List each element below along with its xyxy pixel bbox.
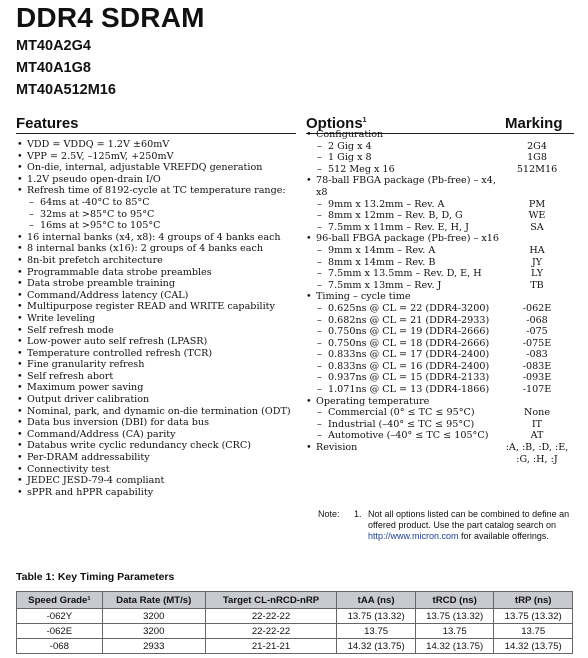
- features-rule: [16, 133, 296, 134]
- option-row: [306, 361, 574, 373]
- feature-item: • Fine granularity refresh: [16, 359, 298, 371]
- option-marking: None: [523, 407, 551, 419]
- table-cell: 13.75: [494, 624, 573, 639]
- option-label: – 0.682ns @ CL = 21 (DDR4-2933): [306, 315, 500, 327]
- option-row: [306, 338, 574, 350]
- part-number: MT40A512M16: [16, 82, 116, 98]
- note-text: [368, 509, 576, 542]
- option-label: – 1.071ns @ CL = 13 (DDR4-1866): [306, 384, 500, 396]
- option-marking: -083: [526, 349, 548, 361]
- option-row: [306, 268, 574, 280]
- option-label: – 7.5mm x 13.5mm – Rev. D, E, H: [306, 268, 500, 280]
- option-row: [306, 129, 574, 141]
- table-cell: -068: [17, 639, 103, 654]
- feature-item: • sPPR and hPPR capability: [16, 487, 298, 499]
- option-label: • Timing – cycle time: [306, 291, 500, 303]
- option-marking: -107E: [522, 384, 552, 396]
- table-cell: 13.75 (13.32): [337, 609, 416, 624]
- table-cell: 3200: [102, 624, 205, 639]
- option-marking: IT: [531, 418, 543, 430]
- option-marking: TB: [530, 279, 544, 291]
- option-label: – 512 Meg x 16: [306, 164, 500, 176]
- option-row: [306, 257, 574, 269]
- table-cell: 14.32 (13.75): [415, 639, 494, 654]
- option-row: [306, 175, 574, 198]
- feature-item: • Databus write cyclic redundancy check (CRC): [16, 440, 298, 452]
- table-header-cell: tRCD (ns): [415, 592, 494, 609]
- feature-item: • Temperature controlled refresh (TCR): [16, 348, 298, 360]
- option-row: [306, 245, 574, 257]
- option-marking: -062E: [522, 302, 552, 314]
- feature-item: • Maximum power saving: [16, 382, 298, 394]
- option-marking: :A, :B, :D, :E, :G, :H, :J: [505, 442, 569, 465]
- option-row: [306, 141, 574, 153]
- option-label: – 0.750ns @ CL = 18 (DDR4-2666): [306, 338, 500, 350]
- option-label: • Configuration: [306, 129, 500, 141]
- option-label: – 7.5mm x 11mm – Rev. E, H, J: [306, 222, 500, 234]
- table-cell: 13.75 (13.32): [415, 609, 494, 624]
- table-header-cell: tAA (ns): [337, 592, 416, 609]
- option-marking: [500, 233, 574, 245]
- feature-item: • Command/Address latency (CAL): [16, 290, 298, 302]
- option-label: – Commercial (0° ≤ TC ≤ 95°C): [306, 407, 500, 419]
- feature-item: • Programmable data strobe preambles: [16, 267, 298, 279]
- option-row: [306, 152, 574, 164]
- feature-item: • Self refresh abort: [16, 371, 298, 383]
- option-label: – 0.750ns @ CL = 19 (DDR4-2666): [306, 326, 500, 338]
- option-marking: JY: [531, 256, 543, 268]
- option-row: [306, 384, 574, 396]
- option-row: [306, 280, 574, 292]
- table-cell: 14.32 (13.75): [337, 639, 416, 654]
- part-number: MT40A2G4: [16, 38, 91, 54]
- option-label: – 0.833ns @ CL = 17 (DDR4-2400): [306, 349, 500, 361]
- feature-item: • 1.2V pseudo open-drain I/O: [16, 174, 298, 186]
- option-row: [306, 442, 574, 465]
- options-heading-text: Options: [306, 115, 363, 132]
- option-row: [306, 349, 574, 361]
- feature-item: • JEDEC JESD-79-4 compliant: [16, 475, 298, 487]
- option-row: [306, 326, 574, 338]
- note-label: Note:: [318, 509, 340, 519]
- option-label: – Industrial (–40° ≤ TC ≤ 95°C): [306, 419, 500, 431]
- option-marking: 1G8: [527, 152, 547, 164]
- option-label: – 9mm x 13.2mm – Rev. A: [306, 199, 500, 211]
- table-cell: -062E: [17, 624, 103, 639]
- note-link[interactable]: http://www.micron.com: [368, 531, 459, 541]
- marking-heading: Marking: [505, 115, 563, 132]
- feature-item: • On-die, internal, adjustable VREFDQ generation: [16, 162, 298, 174]
- table-cell: 2933: [102, 639, 205, 654]
- table-row: [17, 624, 573, 639]
- features-heading: Features: [16, 115, 79, 132]
- table-row: [17, 639, 573, 654]
- feature-item: • Self refresh mode: [16, 325, 298, 337]
- option-marking: SA: [530, 221, 544, 233]
- option-marking: [500, 396, 574, 408]
- option-marking: [500, 129, 574, 141]
- option-marking: AT: [530, 430, 544, 442]
- feature-subitem: – 64ms at -40°C to 85°C: [16, 197, 298, 209]
- option-label: • 96-ball FBGA package (Pb-free) – x16: [306, 233, 500, 245]
- table-header-cell: Data Rate (MT/s): [102, 592, 205, 609]
- option-row: [306, 315, 574, 327]
- table-cell: 14.32 (13.75): [494, 639, 573, 654]
- feature-item: • Multipurpose register READ and WRITE capability: [16, 301, 298, 313]
- table-cell: -062Y: [17, 609, 103, 624]
- option-label: – 0.625ns @ CL = 22 (DDR4-3200): [306, 303, 500, 315]
- feature-item: • Nominal, park, and dynamic on-die termination (ODT): [16, 406, 298, 418]
- table-cell: 13.75 (13.32): [494, 609, 573, 624]
- feature-item: • Output driver calibration: [16, 394, 298, 406]
- option-row: [306, 372, 574, 384]
- option-row: [306, 303, 574, 315]
- note-text-end: for available offerings.: [458, 531, 549, 541]
- option-marking: PM: [528, 198, 546, 210]
- option-row: [306, 164, 574, 176]
- option-row: [306, 199, 574, 211]
- option-row: [306, 233, 574, 245]
- option-label: • Revision: [306, 442, 500, 465]
- table-cell: 13.75: [337, 624, 416, 639]
- option-marking: -075E: [522, 337, 552, 349]
- option-marking: [500, 291, 574, 303]
- option-label: • Operating temperature: [306, 396, 500, 408]
- note-text-start: Not all options listed can be combined to define an offered product. Use the part catalog search on: [368, 509, 570, 530]
- option-row: [306, 430, 574, 442]
- option-row: [306, 210, 574, 222]
- options-heading-sup: 1: [362, 117, 367, 124]
- table-header-cell: tRP (ns): [494, 592, 573, 609]
- option-label: – 7.5mm x 13mm – Rev. J: [306, 280, 500, 292]
- features-list: [16, 139, 298, 498]
- option-marking: -083E: [522, 360, 552, 372]
- feature-item: • Data strobe preamble training: [16, 278, 298, 290]
- option-label: – 1 Gig x 8: [306, 152, 500, 164]
- feature-item: • 8 internal banks (x16): 2 groups of 4 banks each: [16, 243, 298, 255]
- feature-item: • 16 internal banks (x4, x8): 4 groups of 4 banks each: [16, 232, 298, 244]
- table-header-cell: Target CL-nRCD-nRP: [205, 592, 337, 609]
- timing-table: [16, 591, 573, 654]
- feature-item: • 8n-bit prefetch architecture: [16, 255, 298, 267]
- table-cell: 22-22-22: [205, 624, 337, 639]
- table-cell: 3200: [102, 609, 205, 624]
- option-marking: HA: [529, 244, 545, 256]
- option-marking: -093E: [522, 372, 552, 384]
- note-number: 1.: [354, 509, 362, 519]
- option-label: – 9mm x 14mm – Rev. A: [306, 245, 500, 257]
- option-label: – Automotive (–40° ≤ TC ≤ 105°C): [306, 430, 500, 442]
- table-cell: 13.75: [415, 624, 494, 639]
- feature-item: • Command/Address (CA) parity: [16, 429, 298, 441]
- table-header-row: [17, 592, 573, 609]
- feature-subitem: – 32ms at >85°C to 95°C: [16, 209, 298, 221]
- option-label: – 8mm x 12mm – Rev. B, D, G: [306, 210, 500, 222]
- part-number: MT40A1G8: [16, 60, 91, 76]
- feature-subitem: – 16ms at >95°C to 105°C: [16, 220, 298, 232]
- option-row: [306, 222, 574, 234]
- option-marking: [500, 175, 574, 198]
- feature-item: • Data bus inversion (DBI) for data bus: [16, 417, 298, 429]
- feature-item: • Low-power auto self refresh (LPASR): [16, 336, 298, 348]
- option-label: – 0.833ns @ CL = 16 (DDR4-2400): [306, 361, 500, 373]
- table-header-cell: Speed Grade¹: [17, 592, 103, 609]
- table-cell: 21-21-21: [205, 639, 337, 654]
- options-list: [306, 129, 574, 465]
- option-row: [306, 419, 574, 431]
- option-label: – 8mm x 14mm – Rev. B: [306, 257, 500, 269]
- option-row: [306, 291, 574, 303]
- option-label: – 0.937ns @ CL = 15 (DDR4-2133): [306, 372, 500, 384]
- option-label: • 78-ball FBGA package (Pb-free) – x4, x8: [306, 175, 500, 198]
- option-marking: LY: [530, 268, 544, 280]
- table-row: [17, 609, 573, 624]
- option-marking: -068: [526, 314, 548, 326]
- table-caption: Table 1: Key Timing Parameters: [16, 571, 175, 583]
- option-row: [306, 407, 574, 419]
- option-marking: WE: [528, 210, 546, 222]
- option-row: [306, 396, 574, 408]
- feature-item: • VDD = VDDQ = 1.2V ±60mV: [16, 139, 298, 151]
- option-marking: 2G4: [527, 140, 547, 152]
- feature-item: • Refresh time of 8192-cycle at TC temperature range:: [16, 185, 298, 197]
- feature-item: • Per-DRAM addressability: [16, 452, 298, 464]
- option-marking: -075: [526, 326, 548, 338]
- feature-item: • VPP = 2.5V, –125mV, +250mV: [16, 151, 298, 163]
- option-marking: 512M16: [516, 163, 558, 175]
- table-cell: 22-22-22: [205, 609, 337, 624]
- option-label: – 2 Gig x 4: [306, 141, 500, 153]
- feature-item: • Write leveling: [16, 313, 298, 325]
- feature-item: • Connectivity test: [16, 464, 298, 476]
- doc-title: DDR4 SDRAM: [16, 2, 205, 33]
